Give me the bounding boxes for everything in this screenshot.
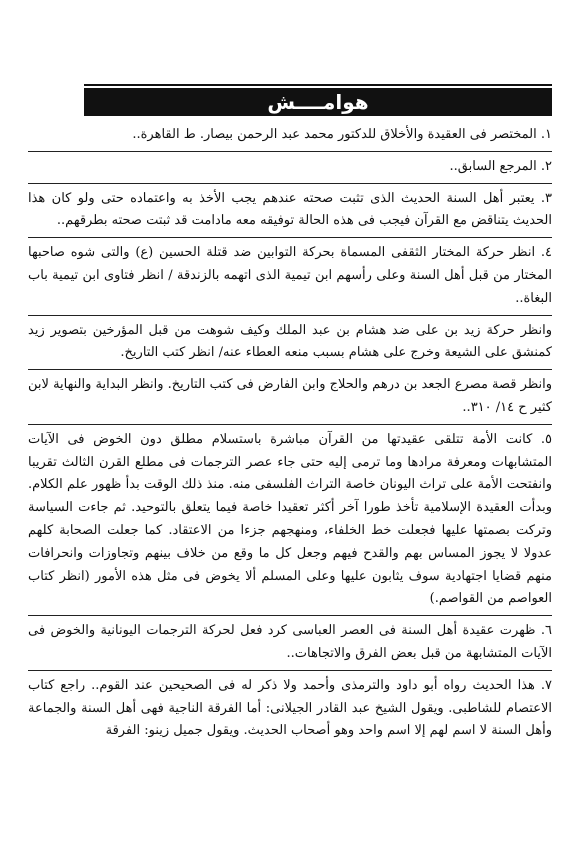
footnotes-header xyxy=(84,88,552,116)
footnote-6 xyxy=(28,616,552,671)
footnote-text: ٧. هذا الحديث رواه أبو داود والترمذى وأحمد ولا ذكر له فى الصحيحين عند القوم.. راجع كتاب الاعتصام للشاطبى. ويقول الشيخ عبد القادر الجيلانى: أما الفرقة الناجية فهى أهل السنة والجماعة وأهل السنة لا اسم لهم إلا اسم واحد وهو أصحاب الحديث. ويقول جميل زينو: الفرقة xyxy=(28,677,552,739)
footnote-text: ٥. كانت الأمة تتلقى عقيدتها من القرآن مباشرة باستسلام مطلق دون الخوض فى الآيات المتشابهات ومعرفة مرادها وما ترمى إليه حتى جاء عصر الترجمات فى مطلع القرن الثالث تقريبا وانفتحت الأمة على تراث اليونان خاصة التراث الفلسفى منه. منذ ذلك الوقت بدأ ظهور علم الكلام. وبدأت العقيدة الإسلامية تأخذ طورا آخر أكثر تعقيدا خاصة فيما يتعلق بالتوحيد. ثم جاءت السياسة وتركت بصمتها عليها فجعلت خط الخلفاء، ومنهجهم جزءا من الاعتقاد. كما جعلت الصحابة كلهم عدولا لا يجوز المساس بهم والقدح فيهم وجعل كل ما وقع من خلاف بينهم وتجاوزات وانحرافات منهم قضايا اجتهادية سوف يثابون عليها وعلى المسلم ألا يخوض فى مثل هذه الأمور (انظر كتاب العواصم من القواصم.) xyxy=(28,431,552,607)
footnote-text: ٦. ظهرت عقيدة أهل السنة فى العصر العباسى كرد فعل لحركة الترجمات اليونانية والخوض فى الآيات المتشابهة من قبل بعض الفرق والاتجاهات.. xyxy=(28,623,552,661)
footnote-3 xyxy=(28,184,552,239)
footnote-5 xyxy=(28,425,552,616)
footnote-4 xyxy=(28,238,552,315)
footnote-text: ٢. المرجع السابق.. xyxy=(449,158,552,174)
footnote-text: ٣. يعتبر أهل السنة الحديث الذى تثبت صحته عندهم يجب الأخذ به واعتماده حتى ولو كان هذا الحديث يتناقض مع القرآن فيجب فى هذه الحالة توفيقه معه مادامت قد ثبتت صحته بطرقهم.. xyxy=(28,190,552,229)
footnote-1 xyxy=(28,120,552,152)
footnote-text: وانظر قصة مصرع الجعد بن درهم والحلاج وابن الفارض فى كتب التاريخ. وانظر البداية والنهاية لابن كثير ح ١٤/ ٣١٠.. xyxy=(28,377,552,415)
header-title: هوامــــش xyxy=(267,90,369,114)
footnote-7 xyxy=(28,671,552,747)
footnotes-list xyxy=(28,120,552,842)
footnote-4-zaid xyxy=(28,316,552,371)
footnote-2 xyxy=(28,152,552,184)
footnote-4-jaad xyxy=(28,370,552,425)
footnote-text: ٤. انظر حركة المختار الثقفى المسماة بحركة التوابين ضد قتلة الحسين (ع) والتى شوه صاحبها المختار من قبل أهل السنة وعلى رأسهم ابن تيمية الذى اتهمه بالزندقة / انظر فتاوى ابن تيمية باب البغاة.. xyxy=(28,245,552,306)
footnote-text: وانظر حركة زيد بن على ضد هشام بن عبد الملك وكيف شوهت من قبل المؤرخين بتصوير زيد كمنشق على الشيعة وخرج على هشام بسبب منعه العطاء عنه/ انظر كتب التاريخ. xyxy=(28,322,552,361)
footnote-text: ١. المختصر فى العقيدة والأخلاق للدكتور محمد عبد الرحمن بيصار. ط القاهرة.. xyxy=(132,127,552,142)
top-rule xyxy=(84,84,552,86)
